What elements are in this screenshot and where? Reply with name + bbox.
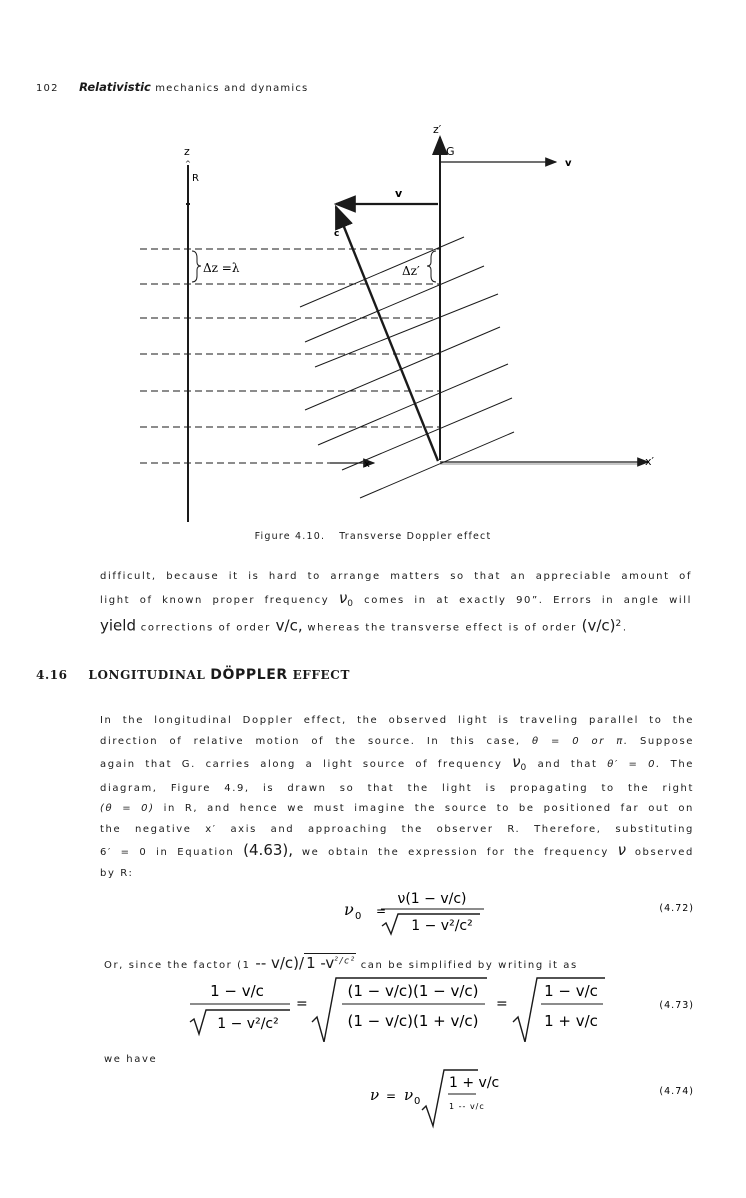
light-ray-c xyxy=(336,207,438,461)
eq474-num: 1 + v/c xyxy=(449,1075,500,1091)
p1-line-1: difficult, because it is hard to arrange matters so that an appreciable amount of xyxy=(100,571,692,582)
label-v-top: v xyxy=(565,158,572,169)
caption-label: Figure 4.10. xyxy=(254,531,326,542)
p1-line-3: yield corrections of order v/c, whereas the transverse effect is of order $(v/c)^2$. xyxy=(100,616,628,635)
label-R: R xyxy=(192,173,199,184)
eq474-equals: = xyxy=(386,1089,397,1103)
label-z-prime: z′ xyxy=(433,123,442,136)
label-c: c xyxy=(334,229,340,239)
label-G: G xyxy=(446,145,455,158)
paragraph-4: we have xyxy=(104,1054,158,1065)
p1-line-2: light of known proper frequency $\nu_0$ comes in at exactly 90”. Errors in angle will xyxy=(100,588,693,609)
eq473-f2-num: (1 − v/c)(1 − v/c) xyxy=(347,982,479,1000)
header-title-italic: Relativistic xyxy=(79,80,151,94)
figure-transverse-doppler xyxy=(0,0,746,560)
eq472-denominator: 1 − v²/c² xyxy=(411,918,473,934)
p3-part-a: Or, since the factor (1 xyxy=(104,960,251,971)
equation-4-74 xyxy=(0,1066,746,1136)
p3-part-d: ²/c² xyxy=(334,956,356,967)
paragraph-3 xyxy=(104,953,578,972)
equation-4-72 xyxy=(0,878,746,958)
paragraph-2 xyxy=(100,711,694,884)
p2-line-3: again that G. carries along a light source of frequency $\nu_0$ and that θ′ = 0. The xyxy=(100,753,695,773)
p2-line-2: direction of relative motion of the source. In this case, θ = 0 or π. Suppose xyxy=(100,735,695,747)
eq472-numerator: ν(1 − v/c) xyxy=(397,891,467,907)
label-v-arrow: v xyxy=(395,187,403,200)
p3-part-e: can be simplified by writing it as xyxy=(360,960,578,971)
section-number: 4.16 xyxy=(36,668,68,682)
eq473-f1-num: 1 − v/c xyxy=(210,982,264,1000)
eq473-f2-den: (1 − v/c)(1 + v/c) xyxy=(347,1012,479,1030)
eq472-lhs: ν xyxy=(344,900,354,919)
section-heading xyxy=(36,667,350,683)
p2-line-5: (θ = 0) in R, and hence we must imagine the source to be positioned far out on xyxy=(100,803,694,814)
eq473-number: (4.73) xyxy=(659,1000,694,1011)
eq473-eq2: = xyxy=(496,996,508,1012)
p2-line-1: In the longitudinal Doppler effect, the observed light is traveling parallel to the xyxy=(100,715,694,726)
eq473-eq1: = xyxy=(296,996,308,1012)
label-x-prime: x′ xyxy=(645,455,655,468)
eq473-f3-den: 1 + v/c xyxy=(544,1012,598,1030)
p2-line-7: 6′ = 0 in Equation (4.63), we obtain the expression for the frequency ν observed xyxy=(100,841,694,859)
caption-text: Transverse Doppler effect xyxy=(339,531,492,542)
p3-part-c: 1 -v xyxy=(306,954,335,972)
eq473-f3-num: 1 − v/c xyxy=(544,982,598,1000)
eq472-lhs-sub: 0 xyxy=(355,911,362,922)
p2-line-8: by R: xyxy=(100,867,134,879)
label-x: x xyxy=(364,459,370,470)
eq474-lhs: ν xyxy=(370,1086,380,1104)
eq474-number: (4.74) xyxy=(659,1086,694,1097)
paragraph-1 xyxy=(100,567,692,639)
section-title-b: DÖPPLER xyxy=(210,667,288,683)
eq474-coef: ν xyxy=(404,1086,414,1104)
eq474-coef-sub: 0 xyxy=(414,1096,421,1107)
equation-4-73 xyxy=(0,972,746,1042)
section-title-a: LONGITUDINAL xyxy=(88,668,206,682)
p2-line-4: diagram, Figure 4.9, is drawn so that the light is propagating to the right xyxy=(100,782,694,794)
page-number: 102 xyxy=(36,83,59,94)
delta-z-brace xyxy=(192,251,201,282)
eq474-den: 1 -- v/c xyxy=(449,1102,485,1111)
label-delta-z: Δz =λ xyxy=(203,261,240,275)
label-z-arrowhead: ^ xyxy=(185,160,191,168)
header-title-rest: mechanics and dynamics xyxy=(155,83,309,94)
label-z: z xyxy=(184,145,190,158)
p2-line-6: the negative x′ axis and approaching the observer R. Therefore, substituting xyxy=(100,823,694,835)
p3-part-b: -- v/c)/ xyxy=(255,954,305,972)
section-title-c: EFFECT xyxy=(292,668,350,682)
eq473-f1-den: 1 − v²/c² xyxy=(217,1016,279,1032)
figure-caption xyxy=(0,531,746,542)
label-delta-z-prime: Δz′ xyxy=(402,264,420,278)
eq472-number: (4.72) xyxy=(659,903,694,914)
p3-radical xyxy=(304,953,356,972)
delta-z-prime-brace xyxy=(427,251,436,282)
eq472-equals: = xyxy=(376,904,387,918)
